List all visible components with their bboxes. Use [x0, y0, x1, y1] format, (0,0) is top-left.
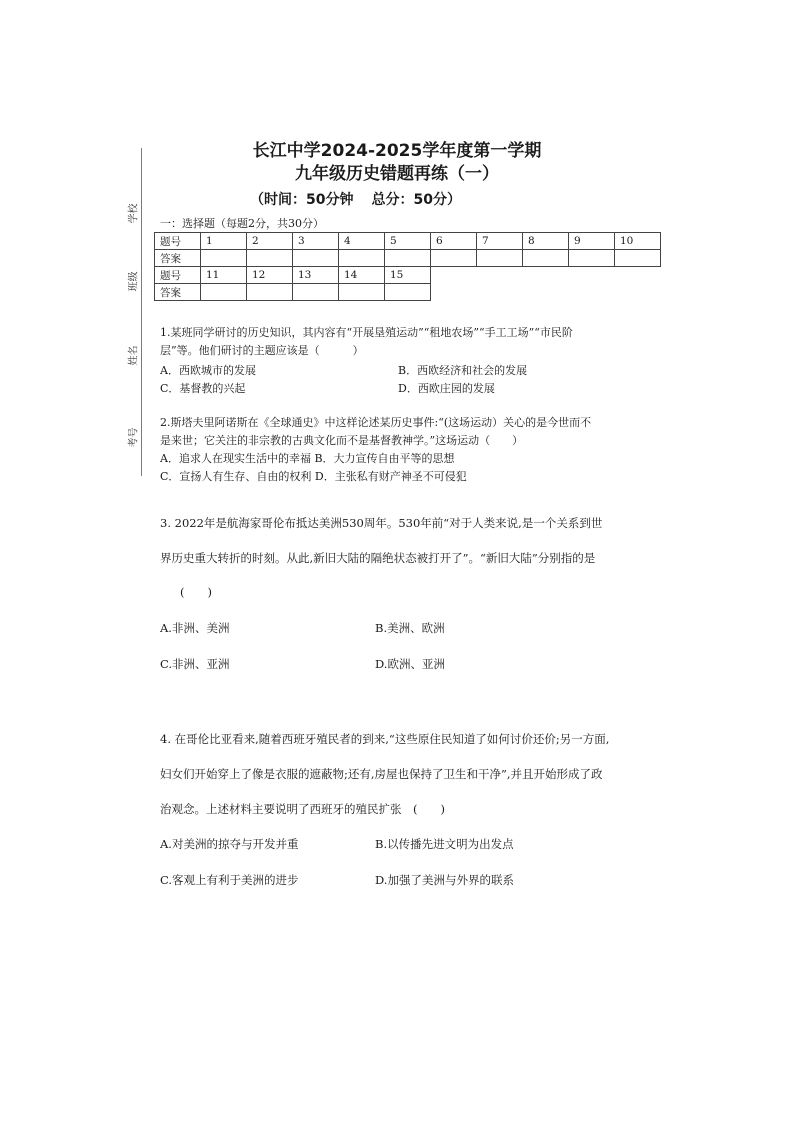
- question-number-cell: 1: [201, 233, 247, 250]
- table-row: [155, 250, 661, 267]
- answer-table-1: [154, 232, 661, 301]
- answer-cell[interactable]: [615, 250, 661, 267]
- side-label-exam-number: 考号: [128, 427, 140, 448]
- table-empty-space: [431, 284, 661, 301]
- exam-subtitle: 九年级历史错题再练（一）: [295, 164, 499, 184]
- q1-option-d: D．西欧庄园的发展: [398, 382, 495, 395]
- answer-cell[interactable]: [477, 250, 523, 267]
- question-number-cell: 6: [431, 233, 477, 250]
- q3-option-a: A.非洲、美洲: [160, 621, 230, 635]
- section-heading: 一：选择题（每题2分，共30分）: [160, 217, 324, 230]
- q4-option-d: D.加强了美洲与外界的联系: [375, 873, 514, 887]
- q1-option-c: C．基督教的兴起: [160, 382, 246, 395]
- total-score: 总分：50分）: [371, 192, 461, 208]
- answer-cell[interactable]: [339, 250, 385, 267]
- q2-stem-line1: 2.斯塔夫里阿诺斯在《全球通史》中这样论述某历史事件:“(这场运动）关心的是今世而不: [160, 416, 592, 429]
- q1-option-b: B．西欧经济和社会的发展: [398, 364, 528, 377]
- table-row: [155, 284, 661, 301]
- side-label-class: 班级: [128, 271, 140, 292]
- row-header: 题号: [155, 233, 201, 250]
- exam-title: 长江中学2024-2025学年度第一学期: [252, 141, 542, 161]
- q1-stem-line2: 层”等。他们研讨的主题应该是（ ）: [160, 344, 364, 357]
- row-header: 题号: [155, 267, 201, 284]
- answer-cell[interactable]: [293, 284, 339, 301]
- exam-info: [250, 189, 479, 209]
- side-label-name: 姓名: [128, 345, 140, 366]
- answer-cell[interactable]: [385, 284, 431, 301]
- question-number-cell: 15: [385, 267, 431, 284]
- question-number-cell: 4: [339, 233, 385, 250]
- q3-stem-line1: 3. 2022年是航海家哥伦布抵达美洲530周年。530年前“对于人类来说,是一个关系到世: [160, 516, 603, 530]
- answer-cell[interactable]: [523, 250, 569, 267]
- q1-option-a: A．西欧城市的发展: [160, 364, 256, 377]
- q2-options-ab: A．追求人在现实生活中的幸福 B．大力宣传自由平等的思想: [160, 452, 455, 465]
- table-row: [155, 233, 661, 250]
- table-empty-space: [431, 267, 661, 284]
- answer-cell[interactable]: [201, 284, 247, 301]
- answer-cell[interactable]: [201, 250, 247, 267]
- question-number-cell: 11: [201, 267, 247, 284]
- answer-cell[interactable]: [431, 250, 477, 267]
- question-number-cell: 8: [523, 233, 569, 250]
- answer-cell[interactable]: [247, 284, 293, 301]
- time-limit: （时间：50分钟: [250, 192, 354, 208]
- question-number-cell: 3: [293, 233, 339, 250]
- answer-cell[interactable]: [385, 250, 431, 267]
- side-label-school: 学校: [128, 203, 140, 224]
- q4-option-a: A.对美洲的掠夺与开发并重: [160, 837, 299, 851]
- answer-cell[interactable]: [339, 284, 385, 301]
- answer-cell[interactable]: [569, 250, 615, 267]
- q3-option-d: D.欧洲、亚洲: [375, 657, 445, 671]
- binding-line: [141, 148, 142, 476]
- q2-stem-line2: 是来世；它关注的非宗教的古典文化而不是基督教神学。”这场运动（ ）: [160, 434, 524, 447]
- question-number-cell: 2: [247, 233, 293, 250]
- q3-stem-line2: 界历史重大转折的时刻。从此,新旧大陆的隔绝状态被打开了”。“新旧大陆”分别指的是: [160, 551, 596, 565]
- question-number-cell: 7: [477, 233, 523, 250]
- question-number-cell: 10: [615, 233, 661, 250]
- row-header: 答案: [155, 284, 201, 301]
- q4-option-b: B.以传播先进文明为出发点: [375, 837, 514, 851]
- question-number-cell: 12: [247, 267, 293, 284]
- question-number-cell: 13: [293, 267, 339, 284]
- q4-option-c: C.客观上有利于美洲的进步: [160, 873, 299, 887]
- question-number-cell: 14: [339, 267, 385, 284]
- q3-answer-paren: ( ): [180, 585, 212, 599]
- question-number-cell: 5: [385, 233, 431, 250]
- q1-stem-line1: 1.某班同学研讨的历史知识，其内容有“开展垦殖运动”“租地农场”“手工工场”“市民阶: [160, 326, 573, 339]
- q2-options-cd: C．宣扬人有生存、自由的权利 D．主张私有财产神圣不可侵犯: [160, 470, 467, 483]
- question-number-cell: 9: [569, 233, 615, 250]
- q3-option-c: C.非洲、亚洲: [160, 657, 230, 671]
- answer-cell[interactable]: [293, 250, 339, 267]
- row-header: 答案: [155, 250, 201, 267]
- q4-stem-line3: 治观念。上述材料主要说明了西班牙的殖民扩张 ( ): [160, 802, 445, 816]
- q4-stem-line2: 妇女们开始穿上了像是衣服的遮蔽物;还有,房屋也保持了卫生和干净”,并且开始形成了政: [160, 767, 603, 781]
- q3-option-b: B.美洲、欧洲: [375, 621, 445, 635]
- answer-cell[interactable]: [247, 250, 293, 267]
- q4-stem-line1: 4. 在哥伦比亚看来,随着西班牙殖民者的到来,“这些原住民知道了如何讨价还价;另一方面,: [160, 732, 610, 746]
- table-row: [155, 267, 661, 284]
